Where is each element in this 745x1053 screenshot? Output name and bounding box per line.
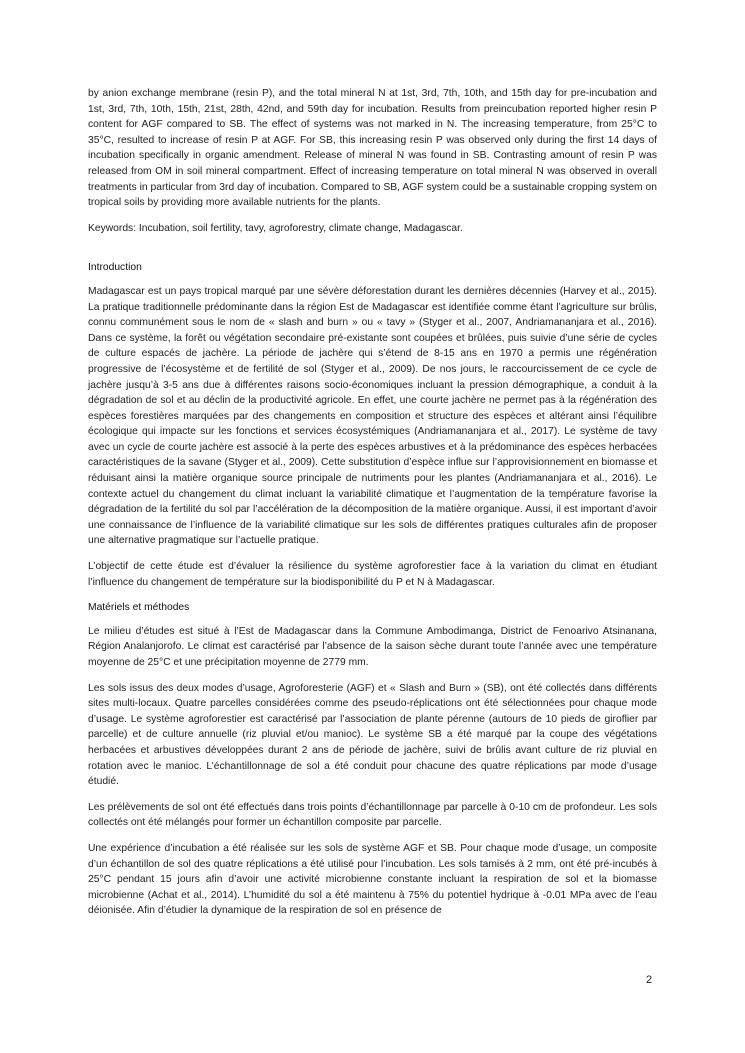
methods-heading: Matériels et méthodes bbox=[88, 602, 190, 614]
section-spacer bbox=[88, 246, 657, 260]
methods-paragraph-2: Les sols issus des deux modes d’usage, Agroforesterie (AGF) et « Slash and Burn » (SB), ont été collectés dans différents sites multi-locaux. Quatre parcelles considérées comme des pseudo-réplications ont été sélectionnées pour chaque mode d’usage. Le système agroforestier est caractérisé par l’association de plante pérenne (autours de 10 pieds de giroflier par parcelle) et de culture annuelle (riz pluvial et/ou manioc). Le système SB a été marqué par la coupe des végétations herbacées et arbustives développées durant 2 ans de période de jachère, suivi de brûlis avant culture de riz pluvial en rotation avec le manioc. L’échantillonnage de sol a été conduit pour chacune des quatre réplications par mode d’usage étudié. bbox=[88, 682, 657, 788]
methods-paragraph-4: Une expérience d’incubation a été réalisée sur les sols de système AGF et SB. Pour chaque mode d’usage, un composite d’un échantillon de sol des quatre réplications a été utilisé pour l’incubation. Les sols tamisés à 2 mm, ont été pré-incubés à 25°C pendant 15 jours afin d’avoir une activité microbienne constante incluant la respiration de sol et la biomasse microbienne (Achat et al., 2014). L’humidité du sol a été maintenu à 75% du potentiel hydrique à -0.01 MPa avec de l’eau déionisée. Afin d’étudier la dynamique de la respiration de sol en présence de bbox=[88, 842, 657, 917]
page-number: 2 bbox=[646, 974, 653, 986]
keywords: Keywords: Incubation, soil fertility, tavy, agroforestry, climate change, Madagascar. bbox=[88, 222, 463, 234]
methods-paragraph-3: Les prélèvements de sol ont été effectués dans trois points d’échantillonnage par parcelle à 0-10 cm de profondeur. Les sols collectés ont été mélangés pour former un échantillon composite par parcelle. bbox=[88, 801, 657, 829]
introduction-paragraph-2: L’objectif de cette étude est d’évaluer la résilience du système agroforestier face à la variation du climat en étudiant l’influence du changement de température sur la biodisponibilité du P et N à Madagascar. bbox=[88, 561, 657, 588]
introduction-heading: Introduction bbox=[88, 262, 142, 274]
abstract-continuation: by anion exchange membrane (resin P), and the total mineral N at 1st, 3rd, 7th, 10th, and 15th day for pre-incubation and 1st, 3rd, 7th, 10th, 15th, 21st, 28th, 42nd, and 59th day for incubation. Results from preincubation reported higher resin P content for AGF compared to SB. The effect of systems was not marked in N. The increasing temperature, from 25°C to 35°C, resulted to increase of resin P at AGF. For SB, this increasing resin P was observed only during the first 14 days of incubation specifically in organic amendment. Release of mineral N was found in SB. Contrasting amount of resin P was released from OM in soil mineral compartment. Effect of increasing temperature on total mineral N was observed in overall treatments in particular from 3rd day of incubation. Compared to SB, AGF system could be a sustainable cropping system on tropical soils by providing more available nutrients for the plants. bbox=[88, 88, 657, 209]
methods-paragraph-1: Le milieu d’études est situé à l’Est de Madagascar dans la Commune Ambodimanga, District de Fenoarivo Atsinanana, Région Analanjorofo. Le climat est caractérisé par l’absence de la saison sèche durant toute l’année avec une température moyenne de 25°C et une précipitation moyenne de 2779 mm. bbox=[88, 625, 657, 668]
page-content bbox=[88, 86, 657, 929]
introduction-paragraph-1: Madagascar est un pays tropical marqué par une sévère déforestation durant les dernières décennies (Harvey et al., 2015). La pratique traditionnelle prédominante dans la région Est de Madagascar est identifiée comme étant l’agriculture sur brûlis, connu communément sous le nom de « slash and burn » ou « tavy » (Styger et al., 2007, Andriamananjara et al., 2016). Dans ce système, la forêt ou végétation secondaire pré-existante sont coupées et brûlées, puis suivie d’une série de cycles de culture espacés de jachère. La période de jachère qui s’étend de 8-15 ans en 1970 a permis une régénération progressive de l’écosystème et de fertilité de sol (Styger et al., 2009). De nos jours, le raccourcissement de ce cycle de jachère jusqu’à 3-5 ans due à différentes raisons socio-économiques incluant la pression démographique, a conduit à la dégradation de sol et au déclin de la productivité agricole. En effet, une courte jachère ne permet pas à la régénération des espèces forestières marquées par des changements en composition et structure des espèces et altérant ainsi l’équilibre écologique qui impacte sur les fonctions et services écosystémiques (Andriamananjara et al., 2017). Le système de tavy avec un cycle de courte jachère est associé à la perte des espèces arbustives et à la prédominance des espèces herbacées caractéristiques de la savane (Styger et al., 2009). Cette substitution d’espèce influe sur l’approvisionnement en biomasse et réduisant ainsi la matière organique source principale de nutriments pour les plantes (Andriamananjara et al., 2016). Le contexte actuel du changement du climat incluant la variabilité climatique et l’augmentation de la température favorise la dégradation de la fertilité du sol par l’accélération de la décomposition de la matière organique. Aussi, il est important d’avoir une connaissance de l’influence de la variabilité climatique sur les sols de différentes pratiques culturales afin de proposer une alternative pragmatique sur l’actuelle pratique. bbox=[88, 285, 657, 547]
